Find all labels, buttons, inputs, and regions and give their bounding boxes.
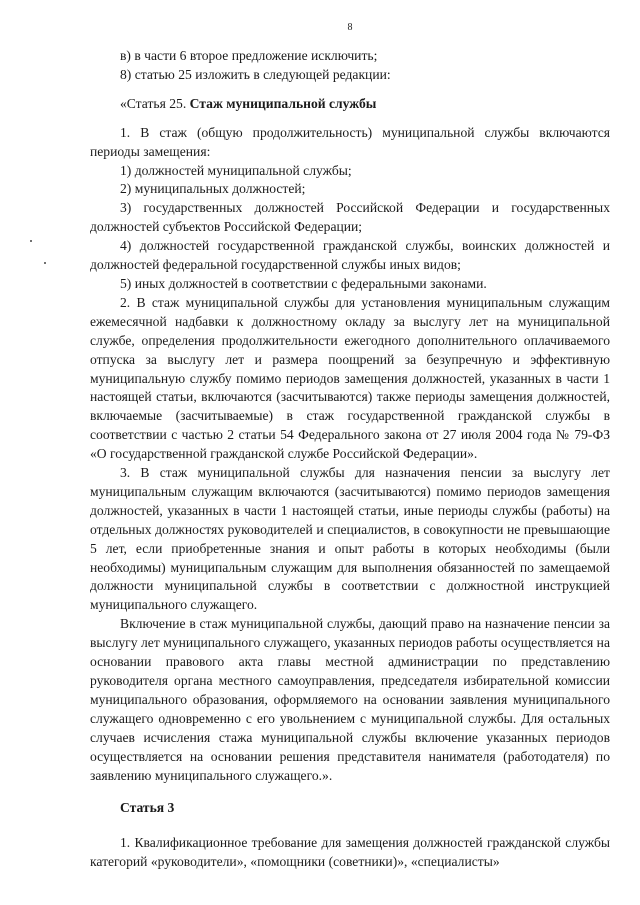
paragraph: в) в части 6 второе предложение исключить;	[120, 48, 378, 63]
article-25-heading	[90, 95, 610, 114]
scan-speck	[44, 262, 46, 264]
list-item: 1) должностей муниципальной службы;	[120, 162, 352, 178]
paragraph: 1. В стаж (общую продолжительность) муниципальной службы включаются периоды замещения:	[90, 124, 610, 159]
page-number: 8	[347, 22, 353, 33]
paragraph: Включение в стаж муниципальной службы, дающий право на назначение пенсии за выслугу лет муниципального служащего, указанных периодов работы осуществляется на основании правового акта главы местной администрации по представлению руководителя органа местного самоуправления, председателя избирательной комиссии муниципального образования, оформляемого на основании заявления муниципального служащего одновременно с его увольнением с муниципальной службы. Для остальных случаев исчисления стажа муниципальной службы включение указанных периодов осуществляется на основании решения представителя нанимателя (работодателя) по заявлению муниципального служащего.».	[90, 616, 610, 783]
list-item: 4) должностей государственной гражданской службы, воинских должностей и должностей федеральной государственной службы иных видов;	[90, 238, 610, 273]
list-item: 5) иных должностей в соответствии с федеральными законами.	[120, 275, 487, 291]
paragraph: 1. Квалификационное требование для замещения должностей гражданской службы категорий «руководители», «помощники (советники)», «специалисты»	[90, 835, 610, 870]
article-25-prefix: «Статья 25.	[120, 95, 187, 111]
list-item: 2) муниципальных должностей;	[120, 181, 306, 197]
article-3-title: Статья 3	[120, 800, 175, 816]
scan-speck	[30, 240, 32, 242]
paragraph: 3. В стаж муниципальной службы для назначения пенсии за выслугу лет муниципальным служащим включаются (засчитываются) помимо периодов замещения должностей, указанных в части 1 настоящей статьи, иные периоды службы (работы) на отдельных должностях руководителей и специалистов, в совокупности не превышающие 5 лет, если приобретенные знания и опыт работы в которых необходимы (были необходимы) муниципальным служащим для выполнения обязанностей по замещаемой должности муниципальной службы в соответствии с должностной инструкцией муниципального служащего.	[90, 465, 610, 613]
paragraph: 2. В стаж муниципальной службы для установления муниципальным служащим ежемесячной надбавки к должностному окладу за выслугу лет на муниципальной службе, определения продолжительности ежегодного дополнительного оплачиваемого отпуска за выслугу лет и размера поощрений за безупречную и эффективную муниципальную службу помимо периодов замещения должностей, указанных в части 1 настоящей статьи, включаются (засчитываются) также периоды замещения должностей, включаемые (засчитываемые) в стаж государственной гражданской службы в соответствии с частью 2 статьи 54 Федерального закона от 27 июля 2004 года № 79-ФЗ «О государственной гражданской службе Российской Федерации».	[90, 294, 610, 462]
paragraph: 8) статью 25 изложить в следующей редакции:	[120, 66, 391, 82]
article-25-title: Стаж муниципальной службы	[189, 95, 377, 111]
list-item: 3) государственных должностей Российской Федерации и государственных должностей субъектов Российской Федерации;	[90, 200, 610, 235]
